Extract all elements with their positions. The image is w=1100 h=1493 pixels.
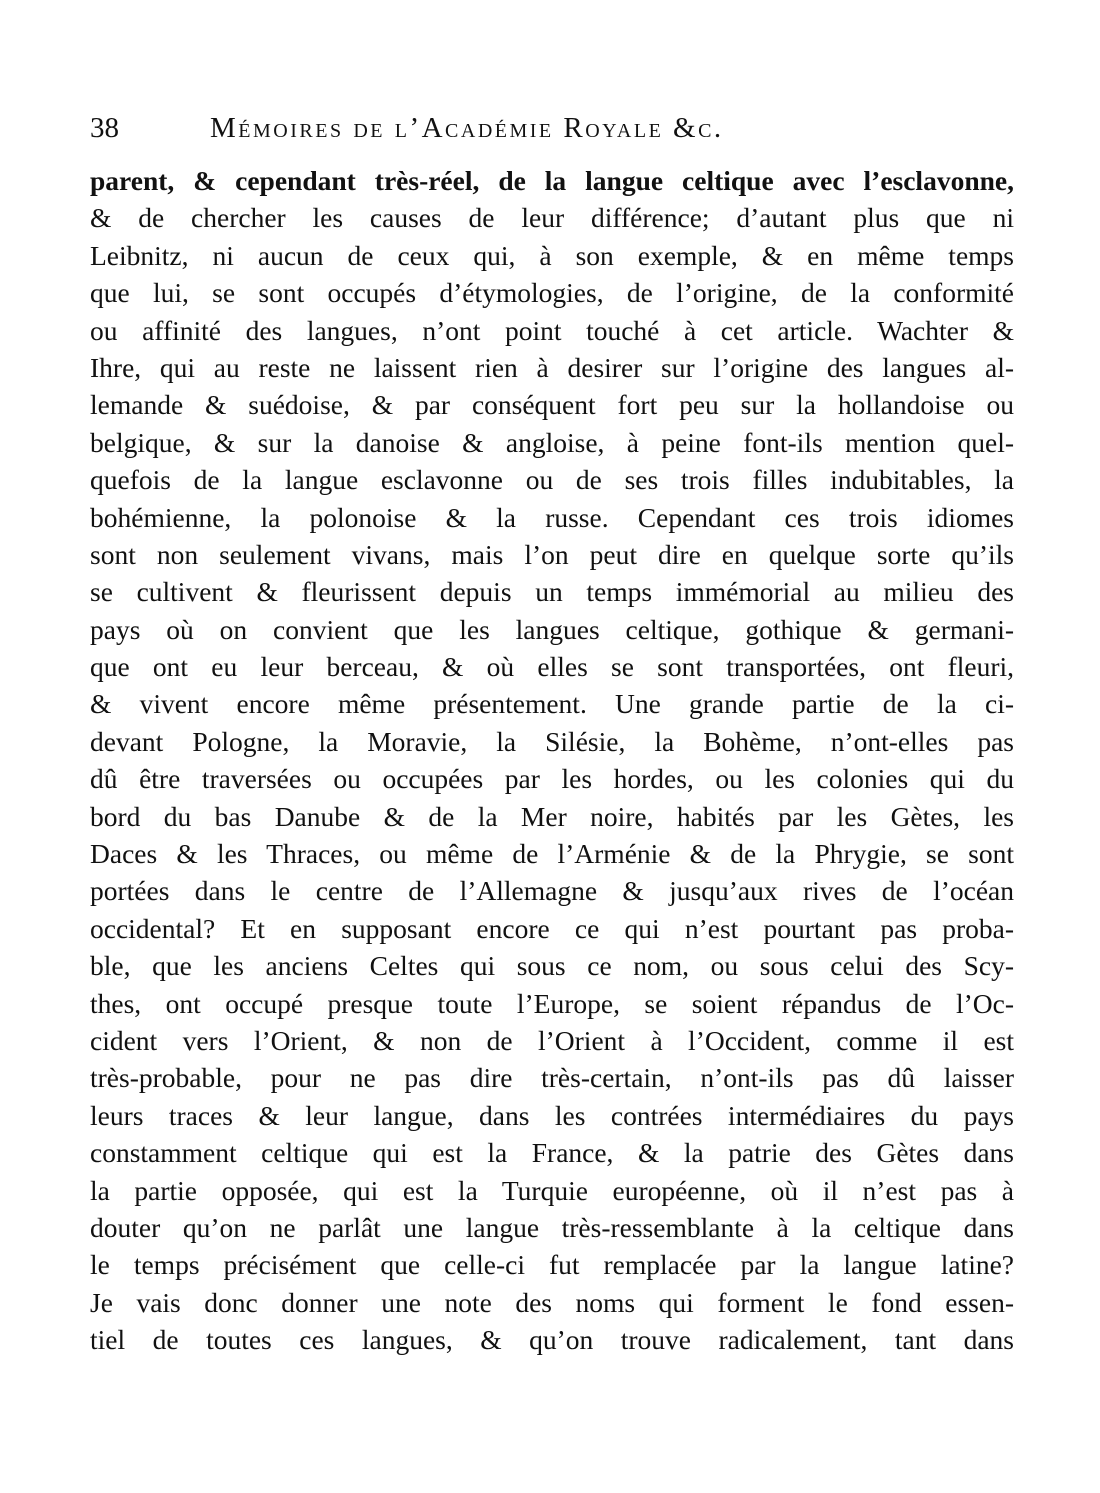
text-line: & vivent encore même présentement. Une grande partie de la ci- xyxy=(90,688,1014,720)
text-line: belgique, & sur la danoise & angloise, à peine font-ils mention quel- xyxy=(90,426,1014,458)
text-line: Daces & les Thraces, ou même de l’Arménie & de la Phrygie, se sont xyxy=(90,838,1014,870)
book-page xyxy=(90,112,1014,1359)
text-line: constamment celtique qui est la France, & la patrie des Gètes dans xyxy=(90,1137,1014,1169)
text-line: tiel de toutes ces langues, & qu’on trouve radicalement, tant dans xyxy=(90,1324,1014,1356)
text-line: Leibnitz, ni aucun de ceux qui, à son exemple, & en même temps xyxy=(90,239,1014,271)
text-line: pays où on convient que les langues celtique, gothique & germani- xyxy=(90,613,1014,645)
text-line: occidental? Et en supposant encore ce qui n’est pourtant pas proba- xyxy=(90,912,1014,944)
text-line: & de chercher les causes de leur différence; d’autant plus que ni xyxy=(90,202,1014,234)
text-line: que ont eu leur berceau, & où elles se sont transportées, ont fleuri, xyxy=(90,651,1014,683)
running-title: Mémoires de l’Académie Royale &c. xyxy=(210,112,724,144)
text-line: le temps précisément que celle-ci fut remplacée par la langue latine? xyxy=(90,1249,1014,1281)
text-line: bord du bas Danube & de la Mer noire, habités par les Gètes, les xyxy=(90,800,1014,832)
page-number: 38 xyxy=(90,112,119,144)
text-line: bohémienne, la polonoise & la russe. Cependant ces trois idiomes xyxy=(90,501,1014,533)
text-line: dû être traversées ou occupées par les hordes, ou les colonies qui du xyxy=(90,763,1014,795)
body-text xyxy=(90,162,1014,1359)
text-line: quefois de la langue esclavonne ou de ses trois filles indubitables, la xyxy=(90,464,1014,496)
text-line: Je vais donc donner une note des noms qui forment le fond essen- xyxy=(90,1286,1014,1318)
text-line: cident vers l’Orient, & non de l’Orient à l’Occident, comme il est xyxy=(90,1024,1014,1056)
text-line: se cultivent & fleurissent depuis un temps immémorial au milieu des xyxy=(90,576,1014,608)
text-line: devant Pologne, la Moravie, la Silésie, la Bohème, n’ont-elles pas xyxy=(90,725,1014,757)
text-line: Ihre, qui au reste ne laissent rien à desirer sur l’origine des langues al- xyxy=(90,351,1014,383)
text-line: ou affinité des langues, n’ont point touché à cet article. Wachter & xyxy=(90,314,1014,346)
text-line: portées dans le centre de l’Allemagne & jusqu’aux rives de l’océan xyxy=(90,875,1014,907)
text-line: sont non seulement vivans, mais l’on peut dire en quelque sorte qu’ils xyxy=(90,538,1014,570)
text-line: douter qu’on ne parlât une langue très-ressemblante à la celtique dans xyxy=(90,1211,1014,1243)
text-line: la partie opposée, qui est la Turquie européenne, où il n’est pas à xyxy=(90,1174,1014,1206)
text-line: très-probable, pour ne pas dire très-certain, n’ont-ils pas dû laisser xyxy=(90,1062,1014,1094)
text-line: que lui, se sont occupés d’étymologies, de l’origine, de la conformité xyxy=(90,277,1014,309)
text-line: parent, & cependant très-réel, de la langue celtique avec l’esclavonne, xyxy=(90,165,1014,196)
text-line: ble, que les anciens Celtes qui sous ce nom, ou sous celui des Scy- xyxy=(90,950,1014,982)
text-line: leurs traces & leur langue, dans les contrées intermédiaires du pays xyxy=(90,1099,1014,1131)
text-line: thes, ont occupé presque toute l’Europe, se soient répandus de l’Oc- xyxy=(90,987,1014,1019)
text-line: lemande & suédoise, & par conséquent fort peu sur la hollandoise ou xyxy=(90,389,1014,421)
running-head xyxy=(90,112,1014,156)
